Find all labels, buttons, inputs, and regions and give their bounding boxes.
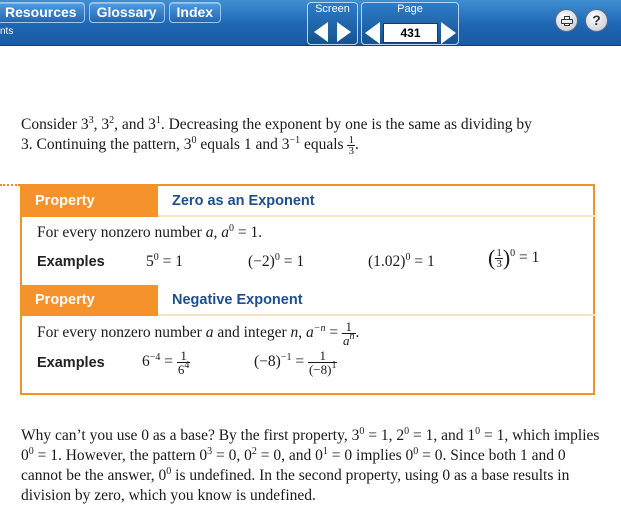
top-toolbar: [0, 0, 621, 46]
toolbar-tabs: [0, 2, 221, 23]
property-title-zero-exponent: Zero as an Exponent: [172, 193, 315, 209]
negative-exponent-header: [22, 285, 595, 316]
closing-paragraph: Why can’t you use 0 as a base? By the first property, $3^0 = 1$, $2^0 = 1$, and $1^0 = 1$, which implies $0^0 = 1$. However, the pattern $0^3 = 0$, $0^2 = 0$, and $0^1 = 0$ implies $0^0 = 0$. Since both 1 and 0 cannot be the answer, $0^0$ is undefined. In the second property, using 0 as a base results in division by zero, which you know is undefined.: [21, 426, 600, 504]
intro-paragraph: Consider $3^3$, $3^2$, and $3^1$. Decreasing the exponent by one is the same as dividing by 3. Continuing the pattern, $3^0$ equals 1 and $3^{-1}$ equals $\frac{1}{3}$ .: [21, 115, 532, 157]
page-next-arrow-icon[interactable]: [441, 22, 456, 44]
screen-navigator: [307, 2, 358, 45]
tab-glossary[interactable]: Glossary: [89, 2, 165, 23]
negative-exponent-rule: For every nonzero number a and integer n, $a^{-n}$ = $\frac{1}{a^n}$ .: [37, 319, 360, 348]
printer-icon: [561, 16, 573, 26]
breadcrumb: nts: [0, 26, 14, 37]
fraction-one-over-a-n: $\frac{1}{a^n}$: [343, 319, 355, 348]
property-box: [20, 184, 595, 395]
page-label: Page: [397, 3, 423, 15]
property-tag: Property: [22, 186, 158, 217]
property-title-negative-exponent: Negative Exponent: [172, 292, 303, 308]
negative-example-1: $6^{-4}$ = $\frac{1}{6^4}$: [142, 348, 190, 377]
zero-exponent-rule: For every nonzero number a, $a^0 = 1$.: [37, 223, 263, 241]
fraction-one-over-neg-eight: $\frac{1}{(-8)^1}$: [308, 348, 337, 377]
screen-label: Screen: [315, 3, 350, 15]
dotted-leader: [0, 184, 20, 186]
fraction-one-third: $\frac{1}{3}$: [348, 134, 354, 157]
zero-example-2: $(-2)^0 = 1$: [248, 252, 305, 270]
zero-exponent-header: [22, 186, 595, 217]
property-tag: Property: [22, 285, 158, 316]
examples-label: Examples: [37, 355, 105, 371]
page-prev-arrow-icon[interactable]: [365, 22, 380, 44]
zero-example-3: $(1.02)^0 = 1$: [368, 252, 435, 270]
tab-index[interactable]: Index: [169, 2, 222, 23]
examples-label: Examples: [37, 254, 105, 270]
negative-example-2: $(-8)^{-1}$ = $\frac{1}{(-8)^1}$: [254, 348, 337, 377]
tab-resources[interactable]: Resources: [0, 2, 85, 23]
fraction-one-over-six-four: $\frac{1}{6^4}$: [177, 348, 190, 377]
screen-next-arrow-icon[interactable]: [337, 22, 351, 42]
screen-prev-arrow-icon[interactable]: [314, 22, 328, 42]
page-number-input[interactable]: 431: [383, 23, 438, 43]
help-button[interactable]: ?: [585, 9, 608, 32]
zero-example-4: ( $\frac{1}{3}$ )$^0$ = 1: [488, 245, 540, 271]
page-navigator: [361, 2, 459, 45]
zero-example-1: $5^0 = 1$: [146, 252, 183, 270]
fraction-one-third: $\frac{1}{3}$: [496, 247, 502, 270]
print-button[interactable]: [555, 9, 578, 32]
